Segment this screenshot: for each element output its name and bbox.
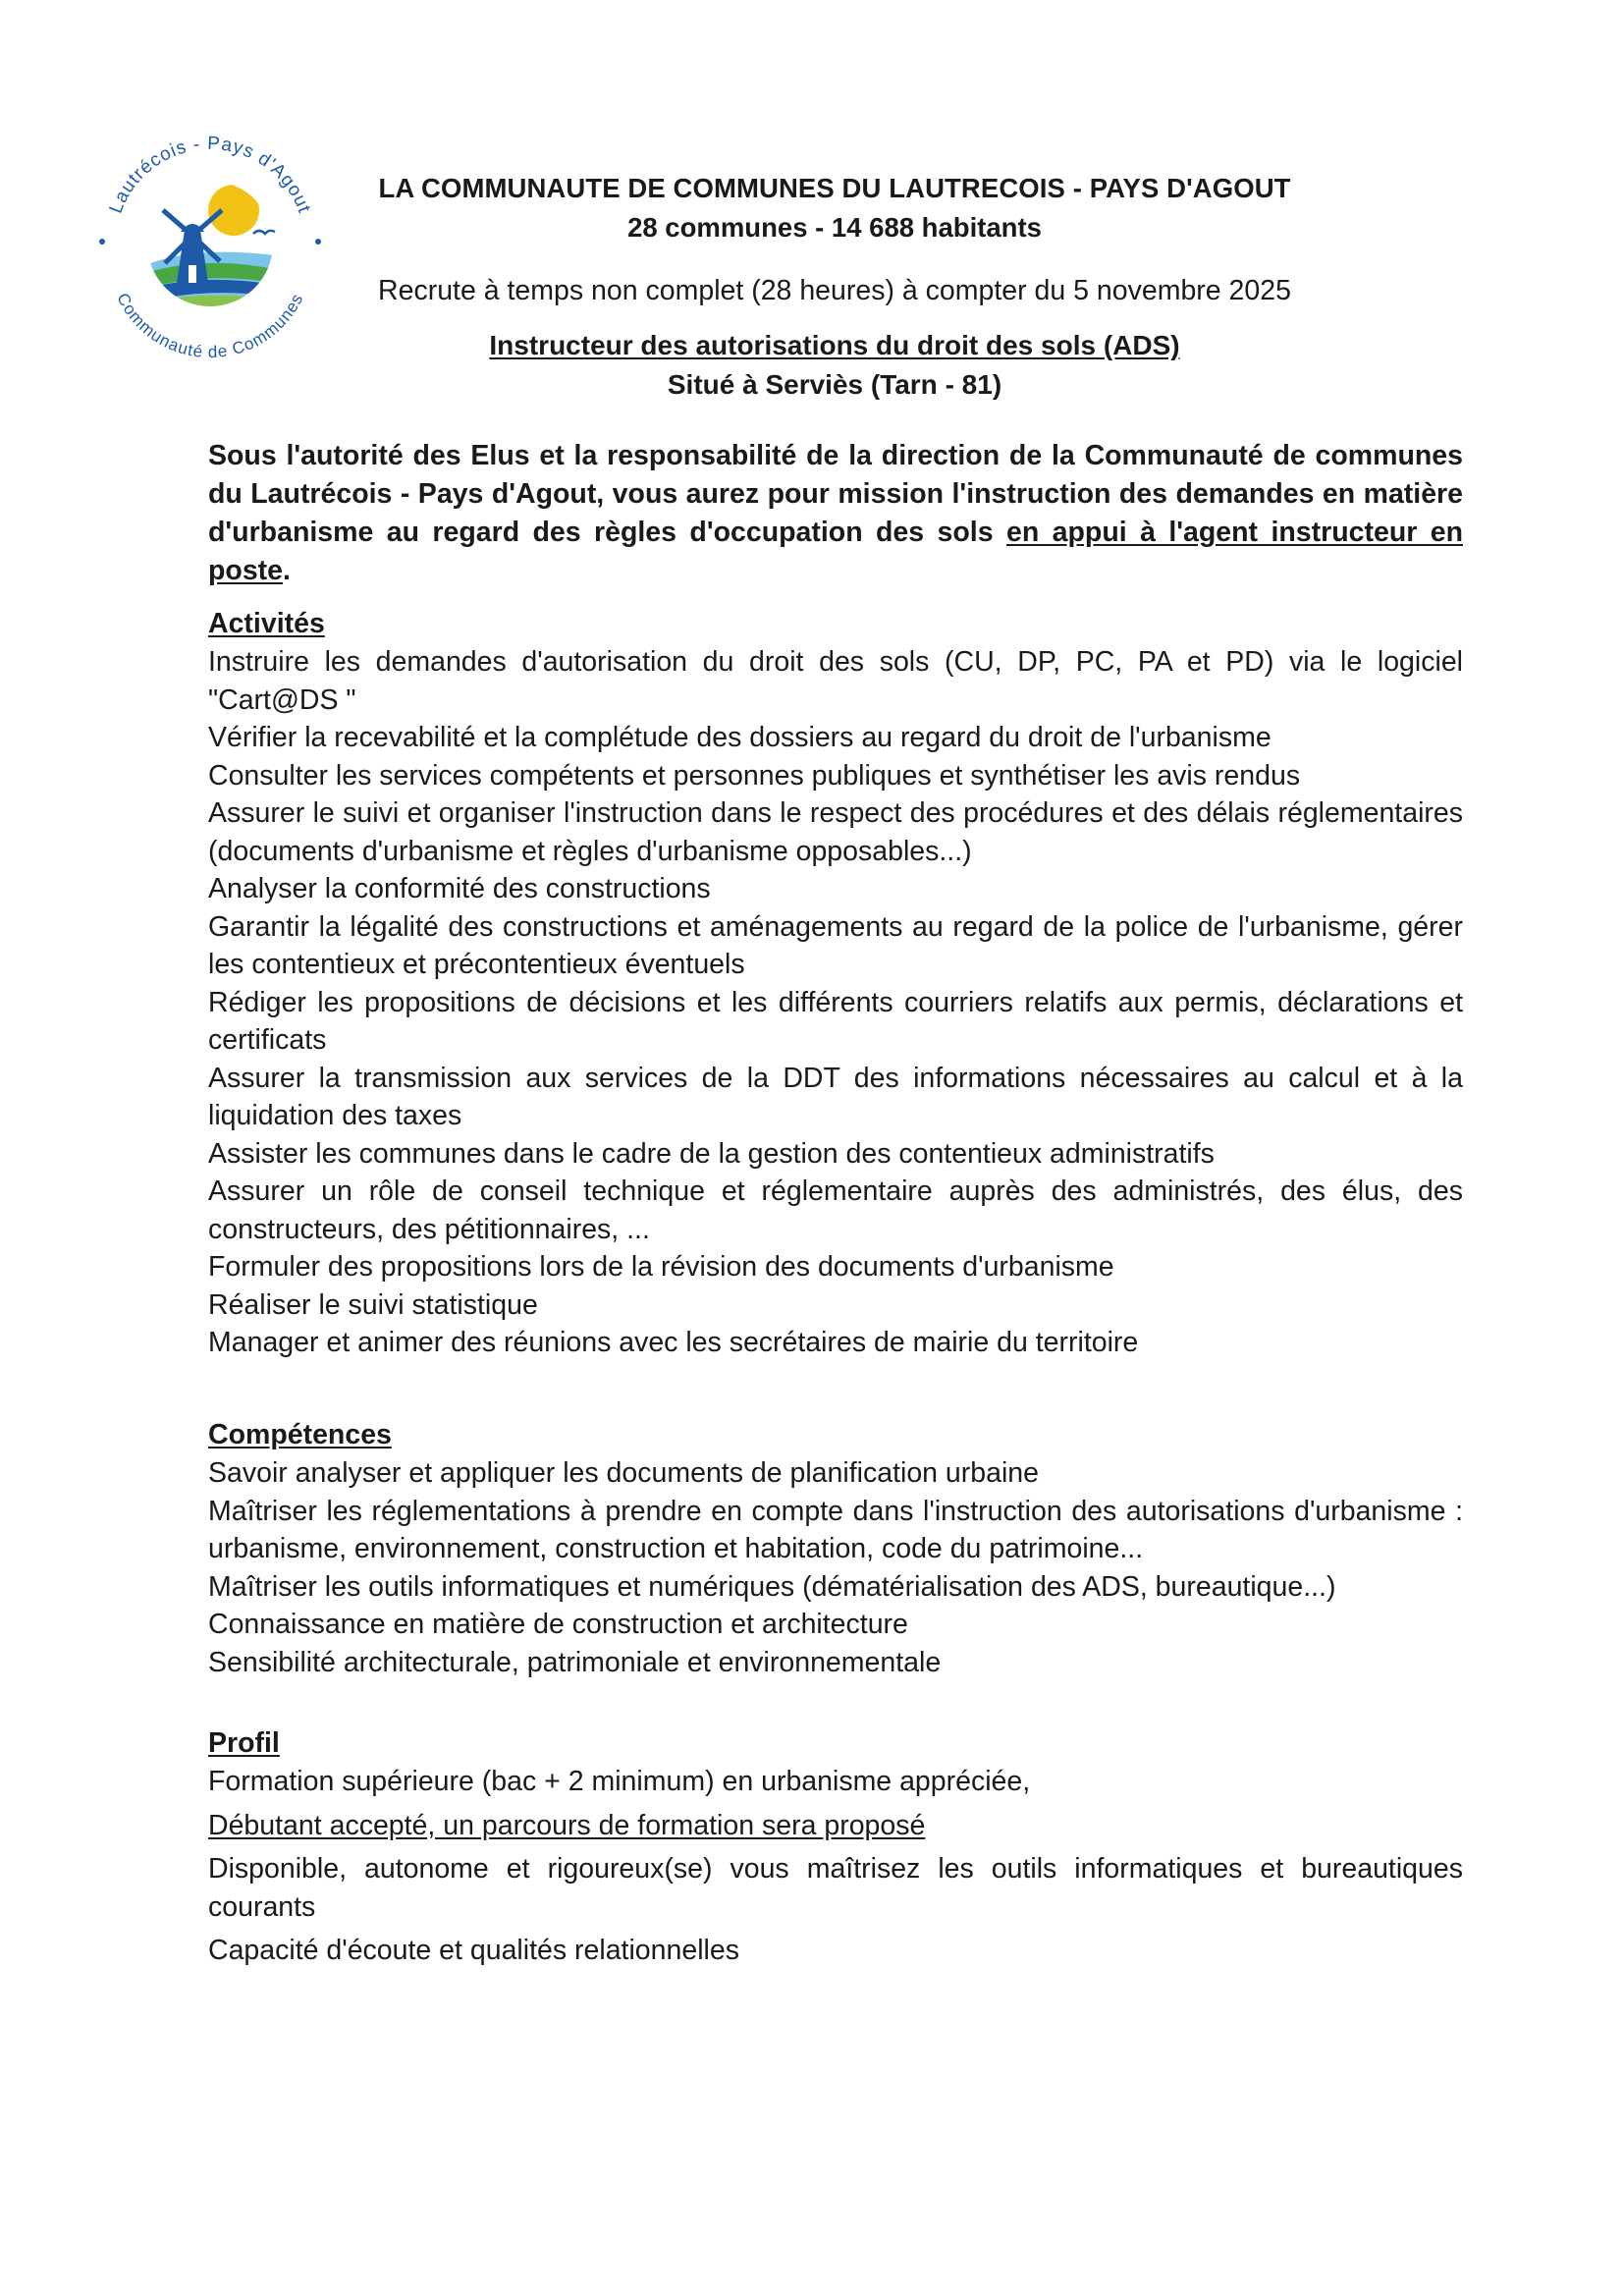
organization-title: LA COMMUNAUTE DE COMMUNES DU LAUTRECOIS - PAYS D'AGOUT [378,173,1291,203]
logo-ring-text-bottom: Communauté de Communes [113,290,307,362]
list-item: Vérifier la recevabilité et la complétude des dossiers au regard du droit de l'urbanisme [208,722,1271,753]
sun-icon [208,185,259,236]
intro-underlined: en appui à l'agent instructeur en poste [208,517,1463,586]
section-activites [208,605,1463,1362]
list-item: Garantir la légalité des constructions et aménagements au regard de la police de l'urbanisme, gérer les contentieux et précontentieux éventuels [208,910,1463,980]
list-item: Formation supérieure (bac + 2 minimum) en urbanisme appréciée, [208,1766,1031,1797]
list-item: Maîtriser les réglementations à prendre en compte dans l'instruction des autorisations d'urbanisme : urbanisme, environnement, construction et habitation, code du patrimoine... [208,1495,1463,1564]
list-item: Rédiger les propositions de décisions et les différents courriers relatifs aux permis, déclarations et certificats [208,986,1463,1056]
job-location: Situé à Serviès (Tarn - 81) [667,369,1002,400]
section-profil [208,1724,1463,1970]
organization-subtitle: 28 communes - 14 688 habitants [627,212,1042,243]
section-title: Profil [208,1727,280,1759]
list-item: Maîtriser les outils informatiques et numériques (dématérialisation des ADS, bureautique...) [208,1570,1336,1603]
list-item: Assister les communes dans le cadre de la gestion des contentieux administratifs [208,1137,1215,1170]
list-item: Réaliser le suivi statistique [208,1288,538,1321]
list-item: Capacité d'écoute et qualités relationnelles [208,1935,739,1966]
list-item: Assurer la transmission aux services de la DDT des informations nécessaires au calcul et à la liquidation des taxes [208,1062,1463,1131]
logo-ring-text-top: Lautrécois - Pays d'Agout [105,133,315,217]
intro-paragraph [208,437,1463,590]
list-item: Manager et animer des réunions avec les secrétaires de mairie du territoire [208,1327,1139,1358]
list-item: Connaissance en matière de construction et architecture [208,1609,908,1640]
intro-end: . [283,555,291,586]
list-item: Formuler des propositions lors de la révision des documents d'urbanisme [208,1251,1114,1283]
list-item: Disponible, autonome et rigoureux(se) vous maîtrisez les outils informatiques et bureautiques courants [208,1853,1463,1923]
list-item: Savoir analyser et appliquer les documents de planification urbaine [208,1457,1040,1489]
list-item: Analyser la conformité des constructions [208,873,711,904]
community-logo [86,108,334,365]
section-title: Compétences [208,1419,392,1450]
intro-text: Sous l'autorité des Elus et la responsabilité de la direction de la Communauté de communes du Lautrécois - Pays d'Agout, vous aurez pour mission l'instruction des demandes en matière d'urbanisme au regard des règles d'occupation des sols [208,440,1463,548]
list-item: Consulter les services compétents et personnes publiques et synthétiser les avis rendus [208,759,1301,792]
list-item: Sensibilité architecturale, patrimoniale et environnementale [208,1646,942,1678]
section-competences [208,1416,1463,1681]
list-item: Assurer le suivi et organiser l'instruction dans le respect des procédures et des délais réglementaires (documents d'urbanisme et règles d'urbanisme opposables...) [208,797,1463,867]
section-title: Activités [208,608,325,639]
list-item: Débutant accepté, un parcours de formation sera proposé [208,1809,926,1841]
list-item: Assurer un rôle de conseil technique et réglementaire auprès des administrés, des élus, des constructeurs, des pétitionnaires, ... [208,1175,1463,1245]
list-item: Instruire les demandes d'autorisation du droit des sols (CU, DP, PC, PA et PD) via le logiciel "Cart@DS " [208,646,1463,716]
recruitment-line: Recrute à temps non complet (28 heures) à compter du 5 novembre 2025 [378,275,1291,306]
job-title: Instructeur des autorisations du droit des sols (ADS) [489,330,1180,360]
